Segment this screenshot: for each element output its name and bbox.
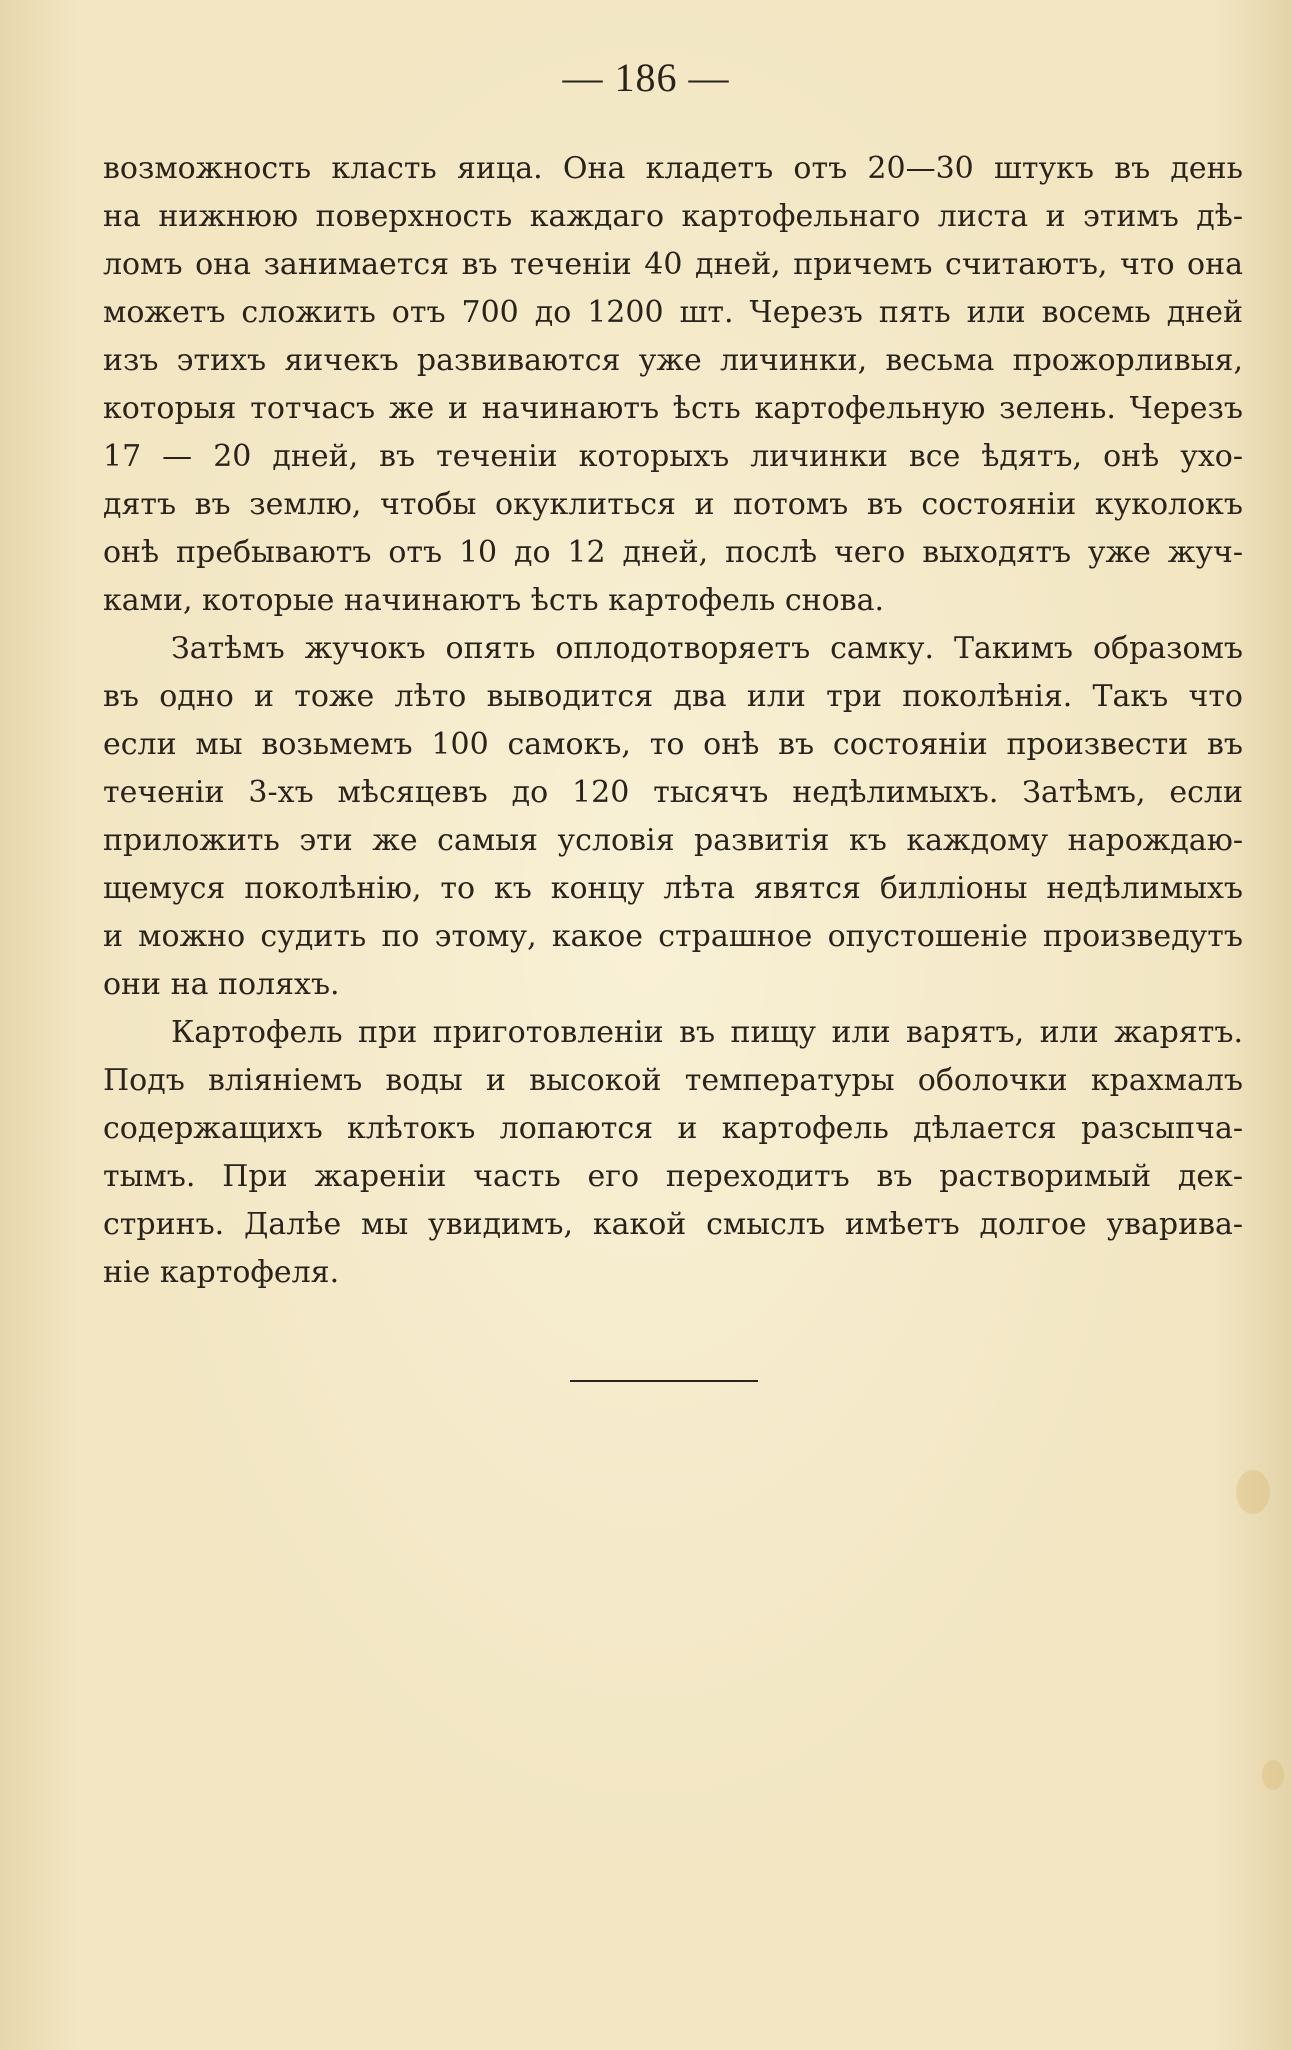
text-line: онѣ пребываютъ отъ 10 до 12 дней, послѣ чего выходятъ уже жуч- xyxy=(103,535,1243,570)
paragraph xyxy=(103,145,1243,625)
text-line: на нижнюю поверхность каждаго картофельнаго листа и этимъ дѣ- xyxy=(103,199,1243,234)
text-line: 17 — 20 дней, въ теченіи которыхъ личинки все ѣдятъ, онѣ ухо- xyxy=(103,439,1243,474)
paragraph xyxy=(103,1009,1243,1297)
text-line: и можно судить по этому, какое страшное опустошеніе произведутъ xyxy=(103,919,1243,954)
text-line: которыя тотчасъ же и начинаютъ ѣсть картофельную зелень. Черезъ xyxy=(103,391,1243,426)
text-line: изъ этихъ яичекъ развиваются уже личинки, весьма прожорливыя, xyxy=(103,343,1243,378)
paper-stain xyxy=(1236,1470,1270,1514)
text-line: приложить эти же самыя условія развитія къ каждому нарождаю- xyxy=(103,823,1243,858)
section-end-rule xyxy=(570,1380,758,1382)
text-line: дятъ въ землю, чтобы окуклиться и потомъ въ состояніи куколокъ xyxy=(103,487,1243,522)
text-line: въ одно и тоже лѣто выводится два или три поколѣнія. Такъ что xyxy=(103,679,1243,714)
paragraph xyxy=(103,625,1243,1009)
text-line: можетъ сложить отъ 700 до 1200 шт. Черезъ пять или восемь дней xyxy=(103,295,1243,330)
text-line: Затѣмъ жучокъ опять оплодотворяетъ самку. Такимъ образомъ xyxy=(171,631,1243,666)
text-line: теченіи 3-хъ мѣсяцевъ до 120 тысячъ недѣлимыхъ. Затѣмъ, если xyxy=(103,775,1243,810)
text-line: содержащихъ клѣтокъ лопаются и картофель дѣлается разсыпча- xyxy=(103,1111,1243,1146)
text-line: стринъ. Далѣе мы увидимъ, какой смыслъ имѣетъ долгое уварива- xyxy=(103,1207,1243,1242)
text-line: ломъ она занимается въ теченіи 40 дней, причемъ считаютъ, что она xyxy=(103,247,1243,282)
text-line: ками, которые начинаютъ ѣсть картофель снова. xyxy=(103,583,884,618)
text-line: если мы возьмемъ 100 самокъ, то онѣ въ состояніи произвести въ xyxy=(103,727,1243,762)
body-text xyxy=(103,145,1243,1297)
text-line: Картофель при приготовленіи въ пищу или варятъ, или жарятъ. xyxy=(171,1015,1243,1050)
page-number: — 186 — xyxy=(562,55,730,100)
text-line: ніе картофеля. xyxy=(103,1255,340,1290)
text-line: щемуся поколѣнію, то къ концу лѣта явятся билліоны недѣлимыхъ xyxy=(103,871,1243,906)
text-line: тымъ. При жареніи часть его переходитъ въ растворимый дек- xyxy=(103,1159,1243,1194)
text-line: Подъ вліяніемъ воды и высокой температуры оболочки крахмалъ xyxy=(103,1063,1243,1098)
text-line: возможность класть яица. Она кладетъ отъ 20—30 штукъ въ день xyxy=(103,151,1243,186)
text-line: они на поляхъ. xyxy=(103,967,340,1002)
paper-stain xyxy=(1262,1760,1284,1790)
